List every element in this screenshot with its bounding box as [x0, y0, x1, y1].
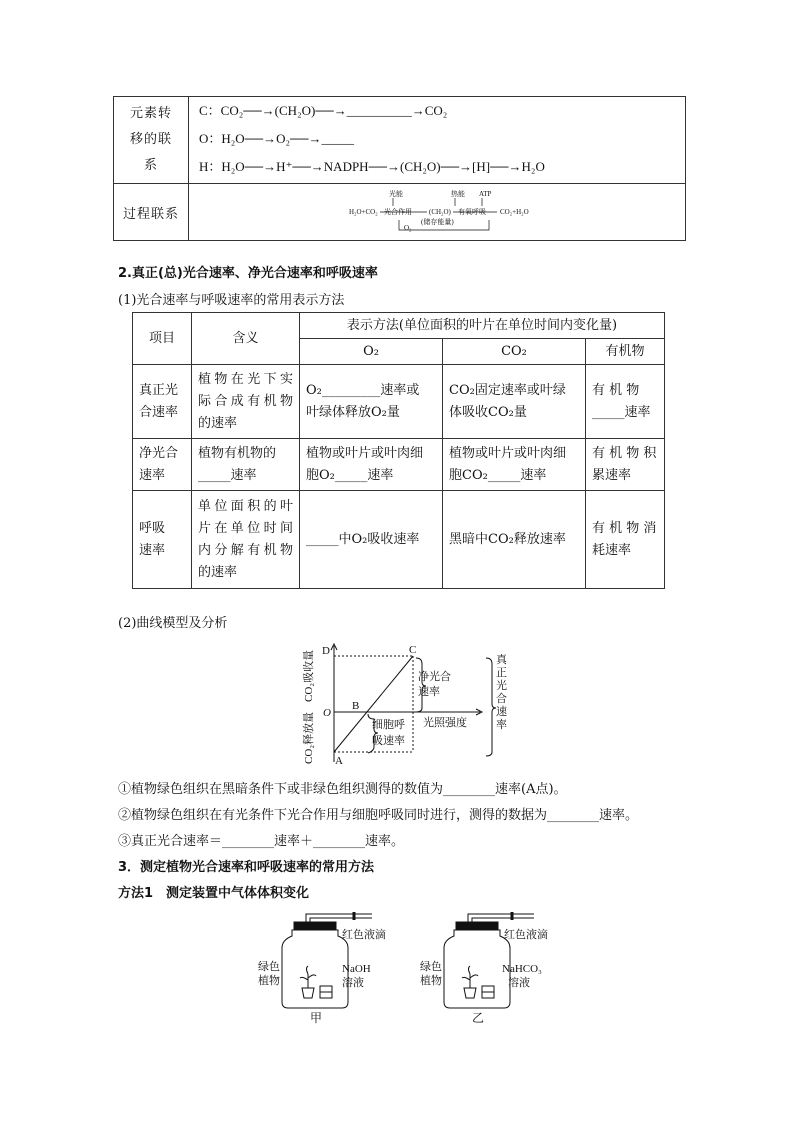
- jia-plant-label-2: 植物: [258, 975, 280, 987]
- jar-stopper: [456, 922, 498, 930]
- plant-pot: [464, 988, 476, 998]
- yi-sol-label-2: 溶液: [508, 977, 530, 989]
- net-label-2: 速率: [418, 686, 440, 698]
- label-C: C: [409, 644, 417, 656]
- header-co2: CO₂: [443, 339, 586, 365]
- total-rate-label: 真正光合速率: [496, 654, 507, 731]
- jar-body: [282, 930, 348, 1008]
- brace-net: [416, 658, 426, 712]
- row-true-co2: CO₂固定速率或叶绿 体吸收CO₂量: [443, 365, 586, 439]
- proc-mid: (CH₂O): [429, 208, 451, 216]
- row-net-meaning: 植物有机物的 _____速率: [192, 439, 300, 491]
- yi-plant-label-1: 绿色: [420, 961, 442, 973]
- process-diagram-cell: [189, 184, 686, 241]
- proc-top2: 热能: [451, 190, 465, 198]
- proc-bot1: O₂: [404, 224, 412, 232]
- hydrogen-path: H：H₂O──→H⁺──→NADPH──→(CH₂O)──→[H]──→H₂O: [199, 159, 545, 174]
- jar-body: [444, 930, 510, 1008]
- process-diagram: [189, 184, 685, 236]
- row-true-meaning: 植物在光下实 际合成有机物 的速率: [192, 365, 300, 439]
- jar-stopper: [294, 922, 336, 930]
- row-resp-item: 呼吸 速率: [133, 491, 192, 589]
- resp-label-1: 细胞呼: [372, 719, 405, 731]
- section-3-title: 3．测定植物光合速率和呼吸速率的常用方法: [118, 860, 375, 875]
- tube-inner: [472, 918, 534, 922]
- element-transfer-table: [113, 96, 686, 241]
- section-2-title: 2.真正(总)光合速率、净光合速率和呼吸速率: [118, 266, 378, 281]
- curve-model-diagram: [290, 640, 520, 770]
- tube-inner: [310, 918, 372, 922]
- row-label-element-transfer: 元素转移的联系: [114, 97, 189, 184]
- label-O: O: [323, 707, 331, 719]
- proc-top1: 光能: [389, 190, 403, 198]
- brace-total: [486, 658, 496, 756]
- y-down-label: CO₂释放量: [303, 711, 315, 764]
- label-A: A: [335, 755, 343, 767]
- label-D: D: [322, 645, 330, 657]
- row-resp-organic: 有 机 物 消 耗速率: [586, 491, 665, 589]
- proc-bot2: (储存能量): [421, 218, 454, 226]
- yi-drop-label: 红色液滴: [504, 929, 548, 941]
- row-resp-co2: 黑暗中CO₂释放速率: [443, 491, 586, 589]
- row-true-item: 真正光 合速率: [133, 365, 192, 439]
- proc-top3: ATP: [479, 190, 492, 198]
- jia-sol-label-2: 溶液: [342, 977, 364, 989]
- row-net-o2: 植物或叶片或叶肉细 胞O₂_____速率: [300, 439, 443, 491]
- element-transfer-cell: [189, 97, 686, 184]
- jia-plant-label-1: 绿色: [258, 961, 280, 973]
- x-axis-label: 光照强度: [423, 717, 467, 729]
- yi-plant-label-2: 植物: [420, 975, 442, 987]
- header-meaning: 含义: [192, 313, 300, 365]
- label-B: B: [352, 700, 360, 712]
- rate-methods-table: [132, 312, 665, 589]
- jia-sol-label-1: NaOH: [342, 963, 371, 975]
- jia-name: 甲: [310, 1011, 323, 1025]
- row-net-co2: 植物或叶片或叶肉细 胞CO₂_____速率: [443, 439, 586, 491]
- apparatus-jia: [250, 908, 390, 1026]
- resp-label-2: 吸速率: [372, 735, 405, 747]
- note-2: ②植物绿色组织在有光条件下光合作用与细胞呼吸同时进行，测得的数据为________速率。: [118, 808, 639, 823]
- carbon-path: C：CO₂──→(CH₂O)──→__________→CO₂: [199, 103, 448, 118]
- proc-right: CO₂+H₂O: [500, 208, 529, 216]
- apparatus-yi: [412, 908, 562, 1026]
- method-1-title: 方法1 测定装置中气体体积变化: [118, 886, 310, 901]
- proc-photo: 光合作用: [384, 208, 412, 216]
- subsection-1-title: (1)光合速率与呼吸速率的常用表示方法: [118, 293, 345, 308]
- y-up-label: CO₂吸收量: [303, 649, 315, 702]
- oxygen-path: O：H₂O──→O₂──→_____: [199, 131, 354, 146]
- plant: [462, 966, 478, 988]
- row-resp-meaning: 单位面积的叶 片在单位时间 内分解有机物 的速率: [192, 491, 300, 589]
- note-1: ①植物绿色组织在黑暗条件下或非绿色组织测得的数值为________速率(A点)。: [118, 782, 567, 797]
- plant-pot: [302, 988, 314, 998]
- net-label-1: 净光合: [418, 671, 451, 683]
- header-organic: 有机物: [586, 339, 665, 365]
- jia-drop-label: 红色液滴: [342, 929, 386, 941]
- row-true-o2: O₂_________速率或 叶绿体释放O₂量: [300, 365, 443, 439]
- row-net-organic: 有 机 物 积 累速率: [586, 439, 665, 491]
- proc-resp: 有氧呼吸: [458, 208, 486, 216]
- yi-sol-label-1: NaHCO₃: [502, 963, 542, 975]
- note-3: ③真正光合速率＝________速率＋________速率。: [118, 834, 405, 849]
- row-true-organic: 有 机 物 _____速率: [586, 365, 665, 439]
- header-o2: O₂: [300, 339, 443, 365]
- row-net-item: 净光合 速率: [133, 439, 192, 491]
- row-label-process: 过程联系: [114, 184, 189, 241]
- proc-left: H₂O+CO₂: [349, 208, 378, 216]
- header-item: 项目: [133, 313, 192, 365]
- plant: [300, 966, 316, 988]
- yi-name: 乙: [472, 1011, 485, 1025]
- row-resp-o2: _____中O₂吸收速率: [300, 491, 443, 589]
- subsection-2-title: (2)曲线模型及分析: [118, 616, 228, 631]
- header-method: 表示方法(单位面积的叶片在单位时间内变化量): [300, 313, 665, 339]
